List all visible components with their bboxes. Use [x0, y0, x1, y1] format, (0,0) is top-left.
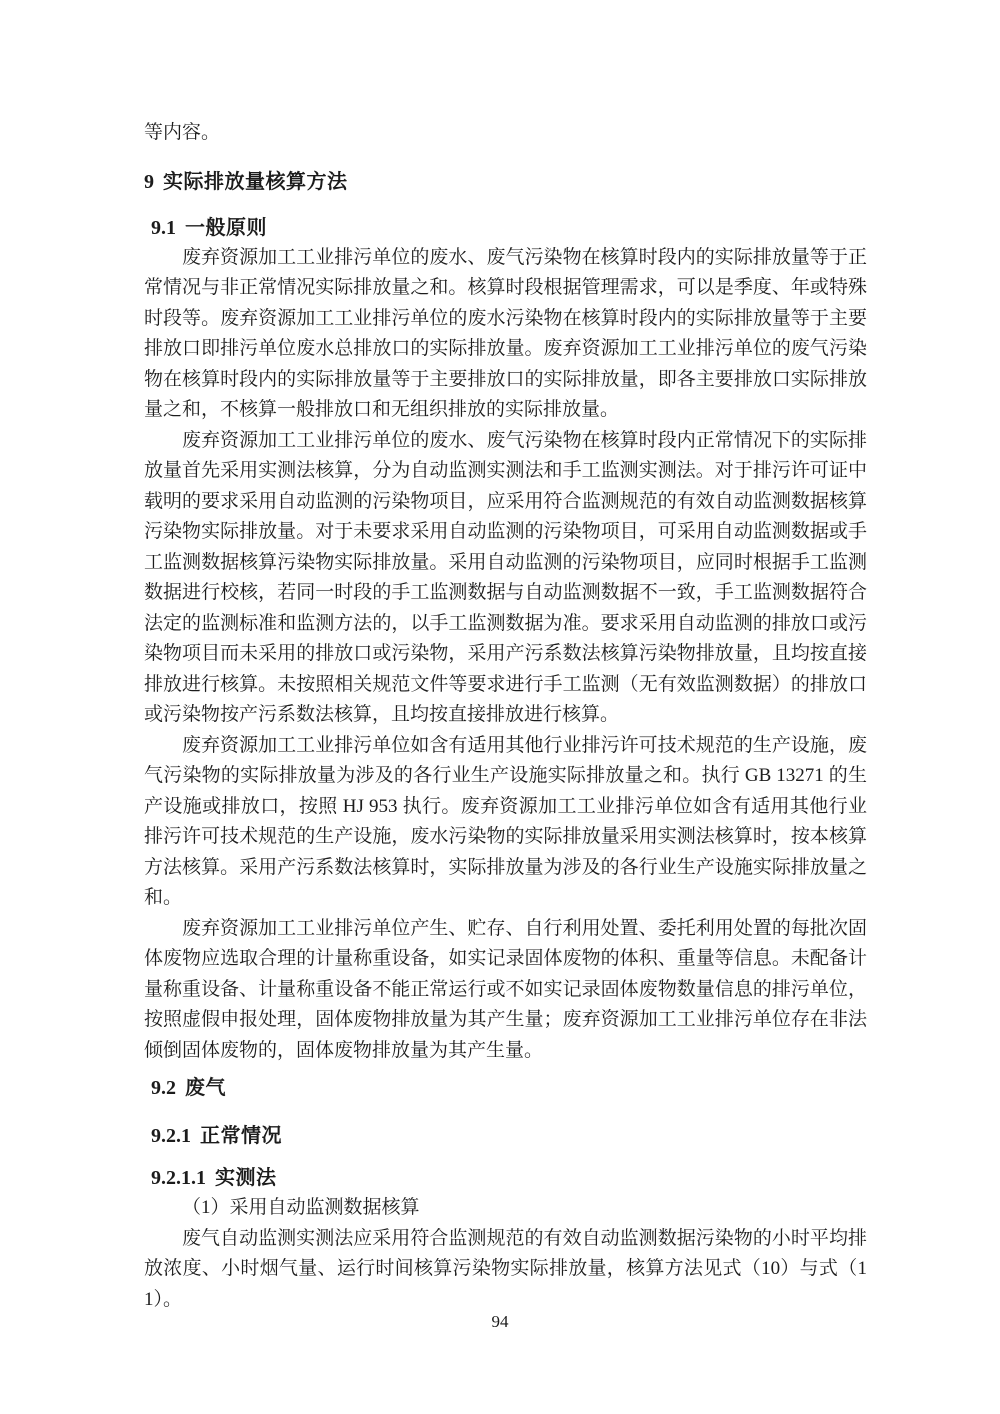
paragraph-9-1-2: 废弃资源加工工业排污单位的废水、废气污染物在核算时段内正常情况下的实际排放量首先采用实测法核算，分为自动监测实测法和手工监测实测法。对于排污许可证中载明的要求采用自动监测的污染物项目，应采用符合监测规范的有效自动监测数据核算污染物实际排放量。对于未要求采用自动监测的污染物项目，可采用自动监测数据或手工监测数据核算污染物实际排放量。采用自动监测的污染物项目，应同时根据手工监测数据进行校核，若同一时段的手工监测数据与自动监测数据不一致，手工监测数据符合法定的监测标准和监测方法的，以手工监测数据为准。要求采用自动监测的排放口或污染物项目而未采用的排放口或污染物，采用产污系数法核算污染物排放量，且均按直接排放进行核算。未按照相关规范文件等要求进行手工监测（无有效监测数据）的排放口或污染物按产污系数法核算，且均按直接排放进行核算。 [144, 429, 867, 725]
heading-9-2-1-1 [144, 1163, 867, 1193]
heading-9-2-title: 废气 [185, 1077, 226, 1099]
paragraph-9-1-4: 废弃资源加工工业排污单位产生、贮存、自行利用处置、委托利用处置的每批次固体废物应选取合理的计量称重设备，如实记录固体废物的体积、重量等信息。未配备计量称重设备、计量称重设备不能正常运行或不如实记录固体废物数量信息的排污单位，按照虚假申报处理，固体废物排放量为其产生量；废弃资源加工工业排污单位存在非法倾倒固体废物的，固体废物排放量为其产生量。 [144, 917, 867, 1061]
heading-9-2-1 [144, 1121, 867, 1151]
heading-9-2-number: 9.2 [151, 1077, 176, 1099]
trailing-paragraph: 等内容。 [144, 122, 221, 143]
heading-9-2-1-title: 正常情况 [200, 1125, 282, 1147]
heading-9 [144, 167, 867, 197]
heading-9-1 [144, 213, 867, 243]
heading-9-1-title: 一般原则 [185, 216, 267, 239]
heading-9-2 [144, 1073, 867, 1103]
heading-9-title: 实际排放量核算方法 [163, 170, 348, 193]
page-number: 94 [491, 1312, 509, 1331]
heading-9-number: 9 [144, 170, 154, 193]
heading-9-2-1-1-number: 9.2.1.1 [151, 1167, 206, 1189]
heading-9-2-1-number: 9.2.1 [151, 1125, 191, 1147]
heading-9-1-number: 9.1 [151, 216, 176, 239]
list-item-1: （1）采用自动监测数据核算 [182, 1197, 420, 1218]
paragraph-9-1-1: 废弃资源加工工业排污单位的废水、废气污染物在核算时段内的实际排放量等于正常情况与非正常情况实际排放量之和。核算时段根据管理需求，可以是季度、年或特殊时段等。废弃资源加工工业排污单位的废水污染物在核算时段内的实际排放量等于主要排放口即排污单位废水总排放口的实际排放量。废弃资源加工工业排污单位的废气污染物在核算时段内的实际排放量等于主要排放口的实际排放量，即各主要排放口实际排放量之和，不核算一般排放口和无组织排放的实际排放量。 [144, 246, 867, 420]
document-body [144, 118, 867, 1315]
paragraph-9-1-3: 废弃资源加工工业排污单位如含有适用其他行业排污许可技术规范的生产设施，废气污染物的实际排放量为涉及的各行业生产设施实际排放量之和。执行 GB 13271 的生产设施或排放口，按照 HJ 953 执行。废弃资源加工工业排污单位如含有适用其他行业排污许可技术规范的生产设施，废水污染物的实际排放量采用实测法核算时，按本核算方法核算。采用产污系数法核算时，实际排放量为涉及的各行业生产设施实际排放量之和。 [144, 734, 867, 908]
heading-9-2-1-1-title: 实测法 [215, 1167, 277, 1189]
paragraph-9-2-1: 废气自动监测实测法应采用符合监测规范的有效自动监测数据污染物的小时平均排放浓度、小时烟气量、运行时间核算污染物实际排放量，核算方法见式（10）与式（11）。 [144, 1227, 867, 1310]
